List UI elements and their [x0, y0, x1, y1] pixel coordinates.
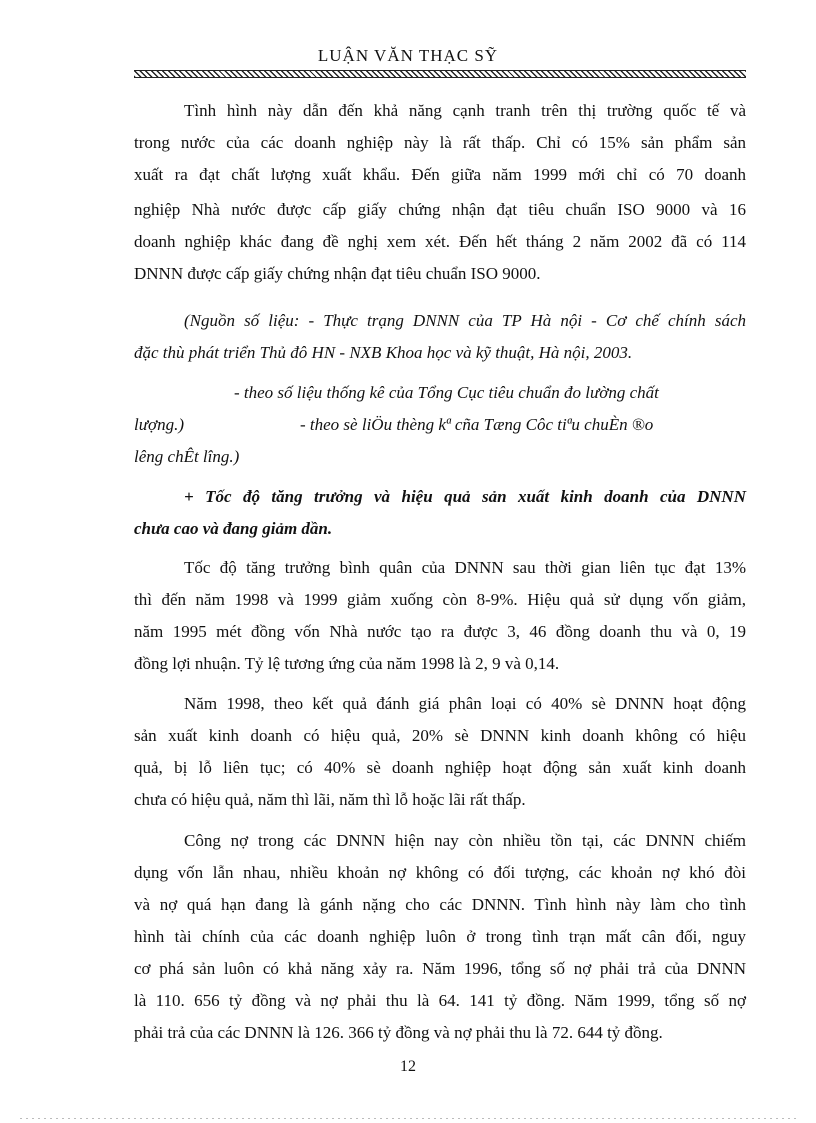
page-header-title: LUẬN VĂN THẠC SỸ — [317, 46, 499, 65]
text-line: - theo số liệu thống kê của Tổng Cục tiêu chuẩn đo lường chất — [234, 383, 659, 402]
paragraph-growth-rate — [134, 552, 746, 680]
text-line: (Nguồn số liệu: - Thực trạng DNNN của TP Hà nội - Cơ chế chính sách — [184, 311, 746, 330]
text-line — [134, 409, 746, 441]
paragraph-debt — [134, 825, 746, 1049]
text-line: DNNN được cấp giấy chứng nhận đạt tiêu chuẩn ISO 9000. — [134, 264, 541, 283]
text-line: chưa có hiệu quả, năm thì lãi, năm thì lỗ hoặc lãi rất thấp. — [134, 790, 526, 809]
text-line: hình tài chính của các doanh nghiệp luôn ở trong tình trạn mất cân đối, nguy — [134, 927, 746, 946]
text-line: cơ phá sản luôn có khả năng xảy ra. Năm 1996, tổng số nợ phải trả của DNNN — [134, 959, 746, 978]
footer-divider — [20, 1118, 796, 1119]
paragraph-source-note — [134, 305, 746, 369]
text-line: phải trả của các DNNN là 126. 366 tỷ đồng và nợ phải thu là 72. 644 tỷ đồng. — [134, 1023, 663, 1042]
text-line: quả, bị lỗ liên tục; có 40% sè doanh nghiệp hoạt động sản xuất kinh doanh — [134, 758, 746, 777]
section-heading — [134, 481, 746, 545]
text-line: Tình hình này dẫn đến khả năng cạnh tranh trên thị trường quốc tế và — [184, 101, 746, 120]
text-fragment: - theo sè liÖu thèng kª cña Tæng Côc tiªu chuÈn ®o — [300, 415, 654, 434]
paragraph-iso-quality — [134, 95, 746, 290]
text-line: lêng chÊt lîng.) — [134, 447, 240, 466]
text-fragment: lượng.) — [134, 415, 184, 434]
text-line: đồng lợi nhuận. Tỷ lệ tương ứng của năm 1998 là 2, 9 và 0,14. — [134, 654, 560, 673]
text-line: sản xuất kinh doanh có hiệu quả, 20% sè DNNN kinh doanh không có hiệu — [134, 726, 746, 745]
text-line: Năm 1998, theo kết quả đánh giá phân loại có 40% sè DNNN hoạt động — [184, 694, 746, 713]
text-line: chưa cao và đang giảm dần. — [134, 519, 333, 538]
page-number: 12 — [400, 1058, 416, 1075]
text-line: dụng vốn lẫn nhau, nhiều khoản nợ không có đối tượng, các khoản nợ khó đòi — [134, 863, 746, 882]
text-line: + Tốc độ tăng trưởng và hiệu quả sản xuất kinh doanh của DNNN — [184, 487, 746, 506]
text-line: năm 1995 mét đồng vốn Nhà nước tạo ra được 3, 46 đồng doanh thu và 0, 19 — [134, 622, 746, 641]
text-line: Tốc độ tăng trưởng bình quân của DNNN sau thời gian liên tục đạt 13% — [184, 558, 746, 577]
text-line: trong nước của các doanh nghiệp này là rất thấp. Chỉ có 15% sản phẩm sản — [134, 133, 746, 152]
text-line: xuất ra đạt chất lượng xuất khẩu. Đến giữa năm 1999 mới chỉ có 70 doanh — [134, 165, 746, 184]
paragraph-classification-1998 — [134, 688, 746, 816]
text-line: là 110. 656 tỷ đồng và nợ phải thu là 64. 141 tỷ đồng. Năm 1999, tổng số nợ — [134, 991, 746, 1010]
text-line: nghiệp Nhà nước được cấp giấy chứng nhận đạt tiêu chuẩn ISO 9000 và 16 — [134, 200, 746, 219]
text-line: Công nợ trong các DNNN hiện nay còn nhiều tồn tại, các DNNN chiếm — [184, 831, 746, 850]
text-line: và nợ quá hạn đang là gánh nặng cho các DNNN. Tình hình này làm cho tình — [134, 895, 746, 914]
paragraph-source-note-continued — [134, 377, 746, 473]
text-line: đặc thù phát triển Thủ đô HN - NXB Khoa học và kỹ thuật, Hà nội, 2003. — [134, 343, 633, 362]
header-divider — [134, 70, 746, 78]
text-line: thì đến năm 1998 và 1999 giảm xuống còn 8-9%. Hiệu quả sử dụng vốn giảm, — [134, 590, 746, 609]
text-line: doanh nghiệp khác đang đề nghị xem xét. Đến hết tháng 2 năm 2002 đã có 114 — [134, 232, 746, 251]
